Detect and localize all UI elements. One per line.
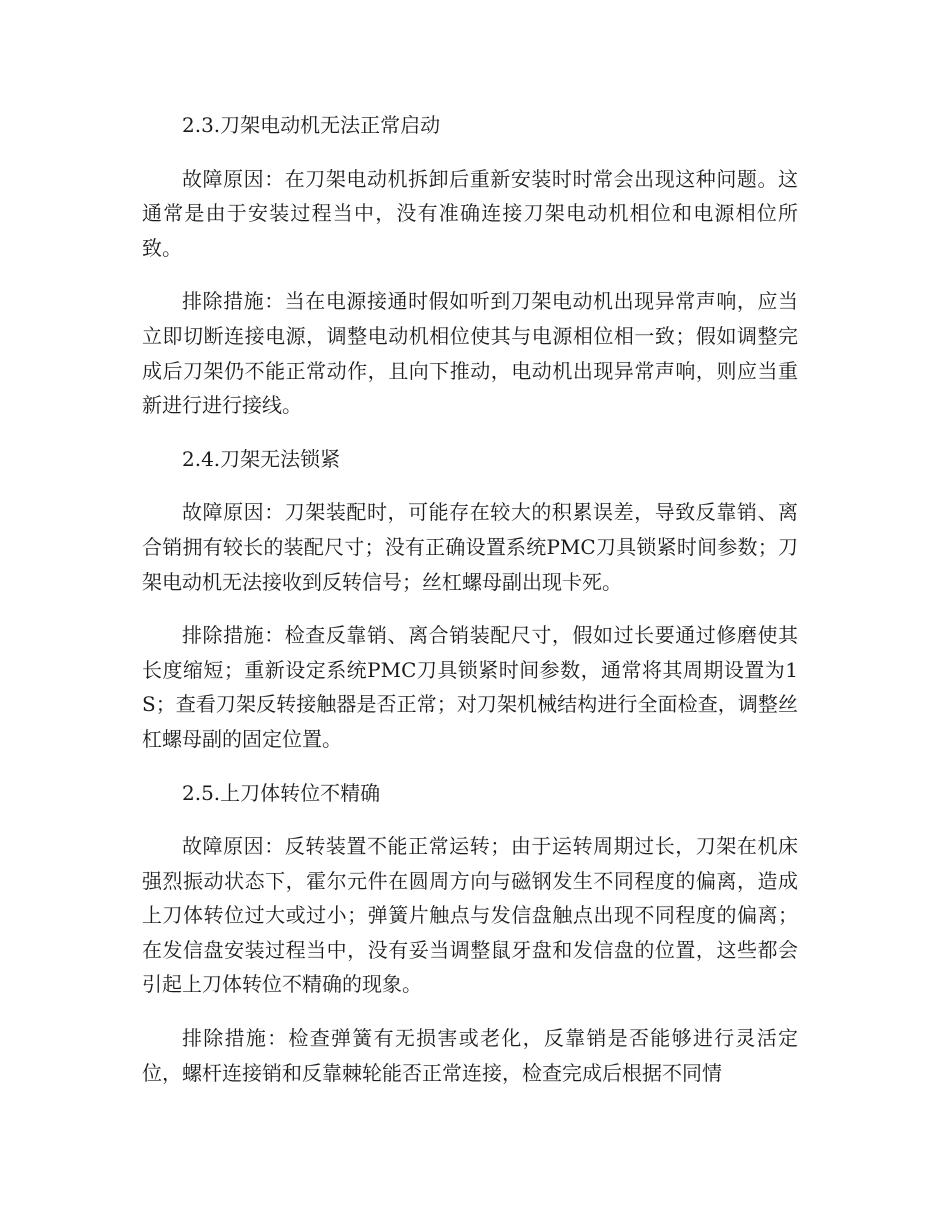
paragraph-remedy-2-4: 排除措施：检查反靠销、离合销装配尺寸，假如过长要通过修磨使其长度缩短；重新设定系统PMC刀具锁紧时间参数，通常将其周期设置为1S；查看刀架反转接触器是否正常；对刀架机械结构进行全面检查，调整丝杠螺母副的固定位置。 (142, 623, 798, 751)
paragraph-fault-cause-2-4: 故障原因：刀架装配时，可能存在较大的积累误差，导致反靠销、离合销拥有较长的装配尺寸；没有正确设置系统PMC刀具锁紧时间参数；刀架电动机无法接收到反转信号；丝杠螺母副出现卡死。 (142, 500, 798, 594)
document-body (142, 108, 798, 1109)
section-heading-2-3: 2.3.刀架电动机无法正常启动 (182, 113, 441, 137)
paragraph-fault-cause-2-3: 故障原因：在刀架电动机拆卸后重新安装时时常会出现这种问题。这通常是由于安装过程当中，没有准确连接刀架电动机相位和电源相位所致。 (142, 166, 798, 260)
section-heading-2-4: 2.4.刀架无法锁紧 (182, 446, 341, 471)
section-heading-2-5: 2.5.上刀体转位不精确 (182, 780, 381, 805)
paragraph-remedy-2-5: 排除措施：检查弹簧有无损害或老化，反靠销是否能够进行灵活定位，螺杆连接销和反靠棘轮能否正常连接，检查完成后根据不同情 (142, 1026, 798, 1085)
paragraph-fault-cause-2-5: 故障原因：反转装置不能正常运转；由于运转周期过长，刀架在机床强烈振动状态下，霍尔元件在圆周方向与磁钢发生不同程度的偏离，造成上刀体转位过大或过小；弹簧片触点与发信盘触点出现不同程度的偏离；在发信盘安装过程当中，没有妥当调整鼠牙盘和发信盘的位置，这些都会引起上刀体转位不精确的现象。 (142, 834, 798, 997)
paragraph-remedy-2-3: 排除措施：当在电源接通时假如听到刀架电动机出现异常声响，应当立即切断连接电源，调整电动机相位使其与电源相位相一致；假如调整完成后刀架仍不能正常动作，且向下推动，电动机出现异常声响，则应当重新进行进行接线。 (142, 289, 798, 418)
